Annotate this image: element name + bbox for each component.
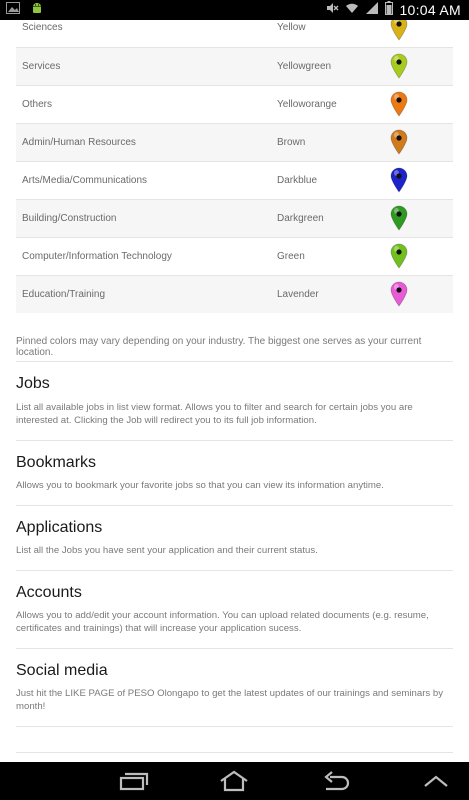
map-pin-cell <box>387 123 453 161</box>
android-icon <box>30 1 44 20</box>
industry-name: Computer/Information Technology <box>16 237 277 275</box>
navigation-bar <box>0 762 469 800</box>
industry-color-row <box>16 275 453 313</box>
recent-apps-icon <box>119 771 149 791</box>
pin-color-name: Yellow <box>277 22 306 34</box>
map-pin-icon <box>390 281 408 307</box>
pin-color-name: Darkblue <box>277 161 387 199</box>
home-button[interactable] <box>212 762 256 800</box>
map-pin-cell <box>387 85 453 123</box>
industry-color-table <box>16 20 453 313</box>
industry-color-row <box>16 123 453 161</box>
back-button[interactable] <box>313 762 357 800</box>
industry-color-row <box>16 199 453 237</box>
industry-color-row <box>16 237 453 275</box>
section-title-social-media: Social media <box>16 662 108 679</box>
industry-color-row <box>16 161 453 199</box>
pin-color-name: Darkgreen <box>277 199 387 237</box>
map-pin-cell <box>387 47 453 85</box>
divider <box>16 648 453 649</box>
section-desc-jobs: List all available jobs in list view format. Allows you to filter and search for certain jobs you are interested at. Clicking the Job will redirect you to its full job information. <box>16 402 413 426</box>
industry-name: Others <box>16 85 277 123</box>
signal-icon <box>365 1 379 20</box>
pin-color-name: Brown <box>277 123 387 161</box>
industry-color-row <box>16 20 453 47</box>
industry-name: Arts/Media/Communications <box>16 161 277 199</box>
wifi-icon <box>345 1 359 20</box>
pin-color-name: Yellowgreen <box>277 47 387 85</box>
map-pin-cell <box>387 20 453 47</box>
section-title-applications: Applications <box>16 519 103 536</box>
pin-color-name: Lavender <box>277 275 387 313</box>
industry-color-row <box>16 47 453 85</box>
map-pin-icon <box>390 53 408 79</box>
menu-up-button[interactable] <box>414 762 458 800</box>
section-title-bookmarks: Bookmarks <box>16 454 97 471</box>
map-pin-icon <box>390 20 408 41</box>
gallery-icon <box>6 1 20 19</box>
industry-name: Sciences <box>22 22 63 34</box>
section-desc-social-media: Just hit the LIKE PAGE of PESO Olongapo to get the latest updates of our trainings and seminars by month! <box>16 688 443 712</box>
battery-icon <box>385 1 393 20</box>
divider <box>16 726 453 727</box>
status-time: 10:04 AM <box>399 2 461 18</box>
pin-color-name: Yelloworange <box>277 85 387 123</box>
divider <box>16 505 453 506</box>
divider <box>16 361 453 362</box>
map-pin-icon <box>390 167 408 193</box>
divider <box>16 752 453 753</box>
section-desc-applications: List all the Jobs you have sent your application and their current status. <box>16 545 318 556</box>
section-desc-accounts: Allows you to add/edit your account information. You can upload related documents (e.g. resume, certificates and trainings) that will increase your application sucess. <box>16 610 429 634</box>
industry-name: Admin/Human Resources <box>16 123 277 161</box>
section-title-accounts: Accounts <box>16 584 82 601</box>
map-pin-icon <box>390 91 408 117</box>
help-content[interactable] <box>0 20 469 762</box>
industry-name: Education/Training <box>16 275 277 313</box>
divider <box>16 570 453 571</box>
section-title-jobs: Jobs <box>16 375 50 392</box>
map-pin-cell <box>387 199 453 237</box>
map-pin-icon <box>390 243 408 269</box>
industry-color-row <box>16 85 453 123</box>
menu-up-icon <box>422 773 450 789</box>
map-pin-icon <box>390 205 408 231</box>
map-pin-cell <box>387 161 453 199</box>
map-pin-icon <box>390 129 408 155</box>
map-pin-cell <box>387 275 453 313</box>
status-bar <box>0 0 469 20</box>
pin-color-name: Green <box>277 237 387 275</box>
divider <box>16 440 453 441</box>
home-icon <box>218 770 250 792</box>
back-icon <box>320 770 350 792</box>
mute-icon <box>325 1 339 20</box>
industry-name: Building/Construction <box>16 199 277 237</box>
section-desc-bookmarks: Allows you to bookmark your favorite jobs so that you can view its information anytime. <box>16 480 384 491</box>
recent-apps-button[interactable] <box>112 762 156 800</box>
map-pin-cell <box>387 237 453 275</box>
pin-note: Pinned colors may vary depending on your industry. The biggest one serves as your current location. <box>16 336 422 358</box>
industry-name: Services <box>16 47 277 85</box>
